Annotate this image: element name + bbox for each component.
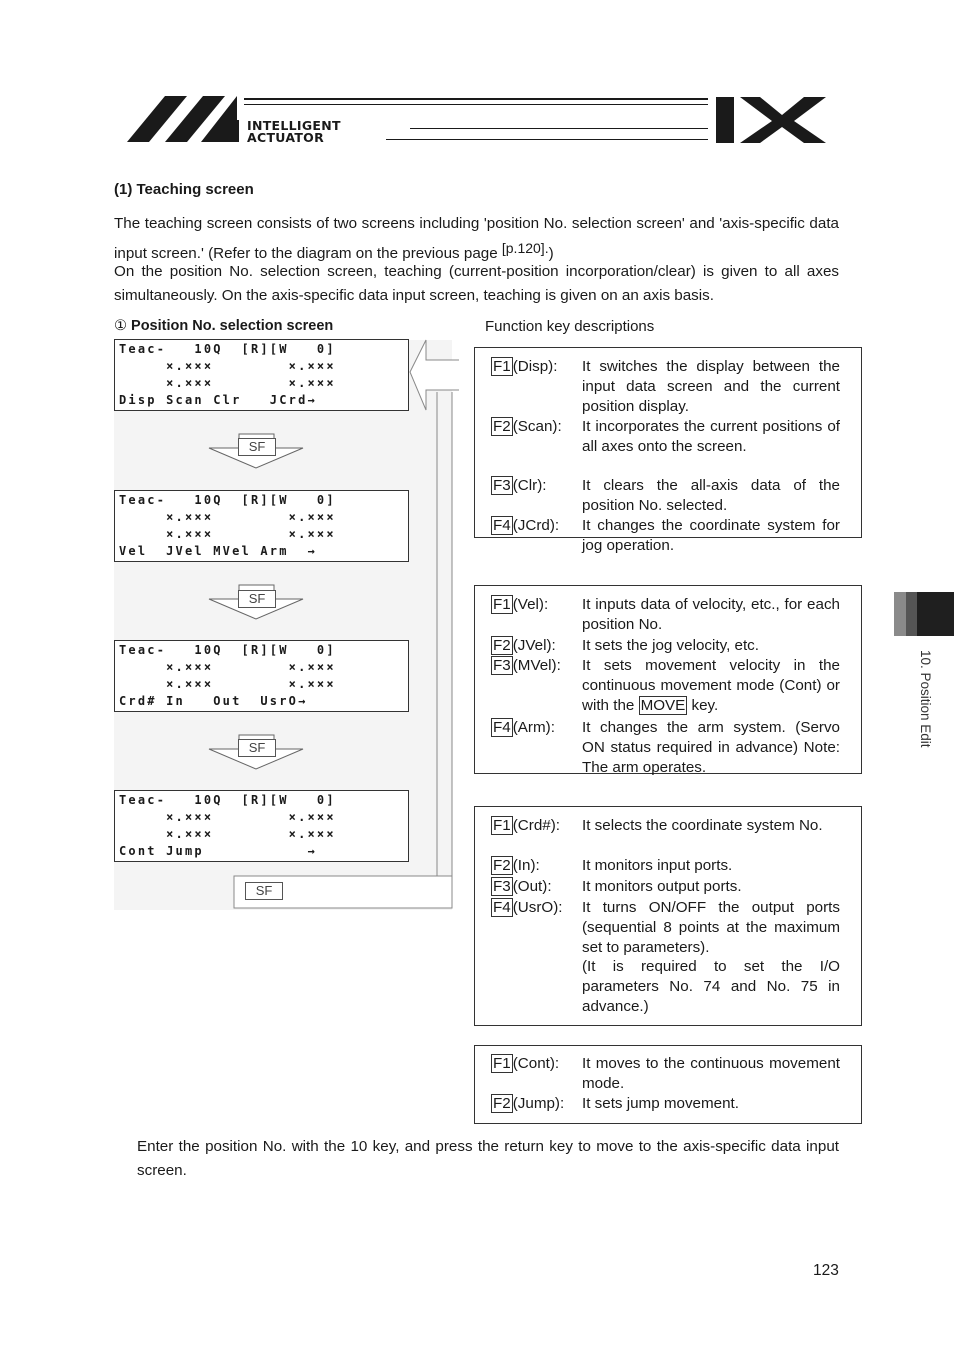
sf-key: SF [238,590,276,608]
function-key-row: F4 (UsrO): [493,899,563,916]
sf-key: SF [238,438,276,456]
logo-rule-mid [244,104,708,105]
function-key-box-4 [474,1045,862,1124]
f1-key: F1 [493,358,511,375]
function-key-desc: It selects the coordinate system No. [582,817,823,834]
f3-key: F3 [493,878,511,895]
function-key-desc: It monitors output ports. [582,878,742,895]
section-title: (1) Teaching screen [114,181,254,198]
f1-key: F1 [493,596,511,613]
sf-key: SF [245,882,283,900]
function-key-row: F4 (JCrd): [493,517,560,534]
function-key-box-3 [474,806,862,1026]
function-key-desc: It sets the jog velocity, etc. [582,637,759,654]
f1-key: F1 [493,1055,511,1072]
function-key-row: F2 (JVel): [493,637,556,654]
f2-key: F2 [493,1095,511,1112]
function-key-desc: It moves to the continuous movement mode. [582,1055,840,1092]
sf-key: SF [238,739,276,757]
function-key-row: F1 (Vel): [493,596,549,613]
function-key-box-1 [474,347,862,554]
f2-key: F2 [493,857,511,874]
function-key-desc: It switches the display between the input data screen and the current position display. [582,358,840,415]
function-key-desc: It sets jump movement. [582,1095,739,1112]
side-tab-shade-light [894,592,906,636]
function-key-row: F1 (Crd#): [493,817,560,834]
move-key: MOVE [640,697,686,714]
logo-text-actuator: ACTUATOR [247,130,325,145]
function-key-row: F2 (In): [493,857,540,874]
f1-key: F1 [493,817,511,834]
lcd-screen-4: Teac- 10Q [R][W 0] ×.××× ×.××× ×.××× ×.××× Cont Jump → [114,790,409,862]
logo-rule-bottom [386,139,708,140]
page-reference: [p.120]. [501,240,549,256]
f3-key: F3 [493,657,511,674]
function-key-desc: It inputs data of velocity, etc., for each position No. [582,596,840,633]
function-key-title: Function key descriptions [485,318,655,335]
lcd-screen-1: Teac- 10Q [R][W 0] ×.××× ×.××× ×.××× ×.××× Disp Scan Clr JCrd→ [114,339,409,411]
f4-key: F4 [493,517,511,534]
f2-key: F2 [493,637,511,654]
side-tab-shade-mid [906,592,917,636]
function-key-row: F3 (MVel): [493,657,561,674]
intro-paragraph: The teaching screen consists of two screens including 'position No. selection screen' and 'axis-specific data input screen.' (Refer to the diagram on the previous page $^{[p.120].}$) [114,215,839,262]
diagram-subtitle: ① Position No. selection screen [114,318,334,334]
function-key-note: (It is required to set the I/O parameters No. 74 and No. 75 in advance.) [582,958,840,1015]
f4-key: F4 [493,899,511,916]
side-chapter-label: 10. Position Edit [918,650,933,748]
logo-rule-top [244,98,708,100]
function-key-row: F2 (Jump): [493,1095,565,1112]
function-key-desc: It turns ON/OFF the output ports (sequential 8 points at the maximum set to parameters). [582,899,840,956]
function-key-box-2 [474,585,862,774]
function-key-desc: It incorporates the current positions of all axes onto the screen. [582,418,840,455]
f2-key: F2 [493,418,511,435]
function-key-row: F2 (Scan): [493,418,562,435]
footer-paragraph: Enter the position No. with the 10 key, and press the return key to move to the axis-specific data input screen. [137,1138,839,1179]
page-number: 123 [813,1262,839,1279]
lcd-screen-3: Teac- 10Q [R][W 0] ×.××× ×.××× ×.××× ×.××× Crd# In Out UsrO→ [114,640,409,712]
ix-logo [716,95,828,150]
function-key-row: F3 (Clr): [493,477,547,494]
function-key-desc: It clears the all-axis data of the position No. selected. [582,477,840,514]
function-key-desc: It changes the coordinate system for jog operation. [582,517,840,554]
logo-rule-mid2 [410,128,708,129]
function-key-row: F3 (Out): [493,878,552,895]
function-key-row: F4 (Arm): [493,719,555,736]
function-key-desc: It monitors input ports. [582,857,733,874]
logo-text-intelligent: INTELLIGENT [247,118,341,133]
lcd-screen-2: Teac- 10Q [R][W 0] ×.××× ×.××× ×.××× ×.××× Vel JVel MVel Arm → [114,490,409,562]
side-tab-dark [917,592,954,636]
circled-number-icon: ① [114,318,127,334]
function-key-desc: It sets movement velocity in the continuous movement mode (Cont) or with the MOVE key. [582,657,840,714]
function-key-row: F1 (Cont): [493,1055,560,1072]
f4-key: F4 [493,719,511,736]
function-key-row: F1 (Disp): [493,358,558,375]
function-key-desc: It changes the arm system. (Servo ON status required in advance) Note: The arm operates. [582,719,840,776]
intro-paragraph-2: On the position No. selection screen, teaching (current-position incorporation/clear) is given to all axes simultaneously. On the axis-specific data input screen, teaching is given on an axis basis. [114,263,839,304]
f3-key: F3 [493,477,511,494]
